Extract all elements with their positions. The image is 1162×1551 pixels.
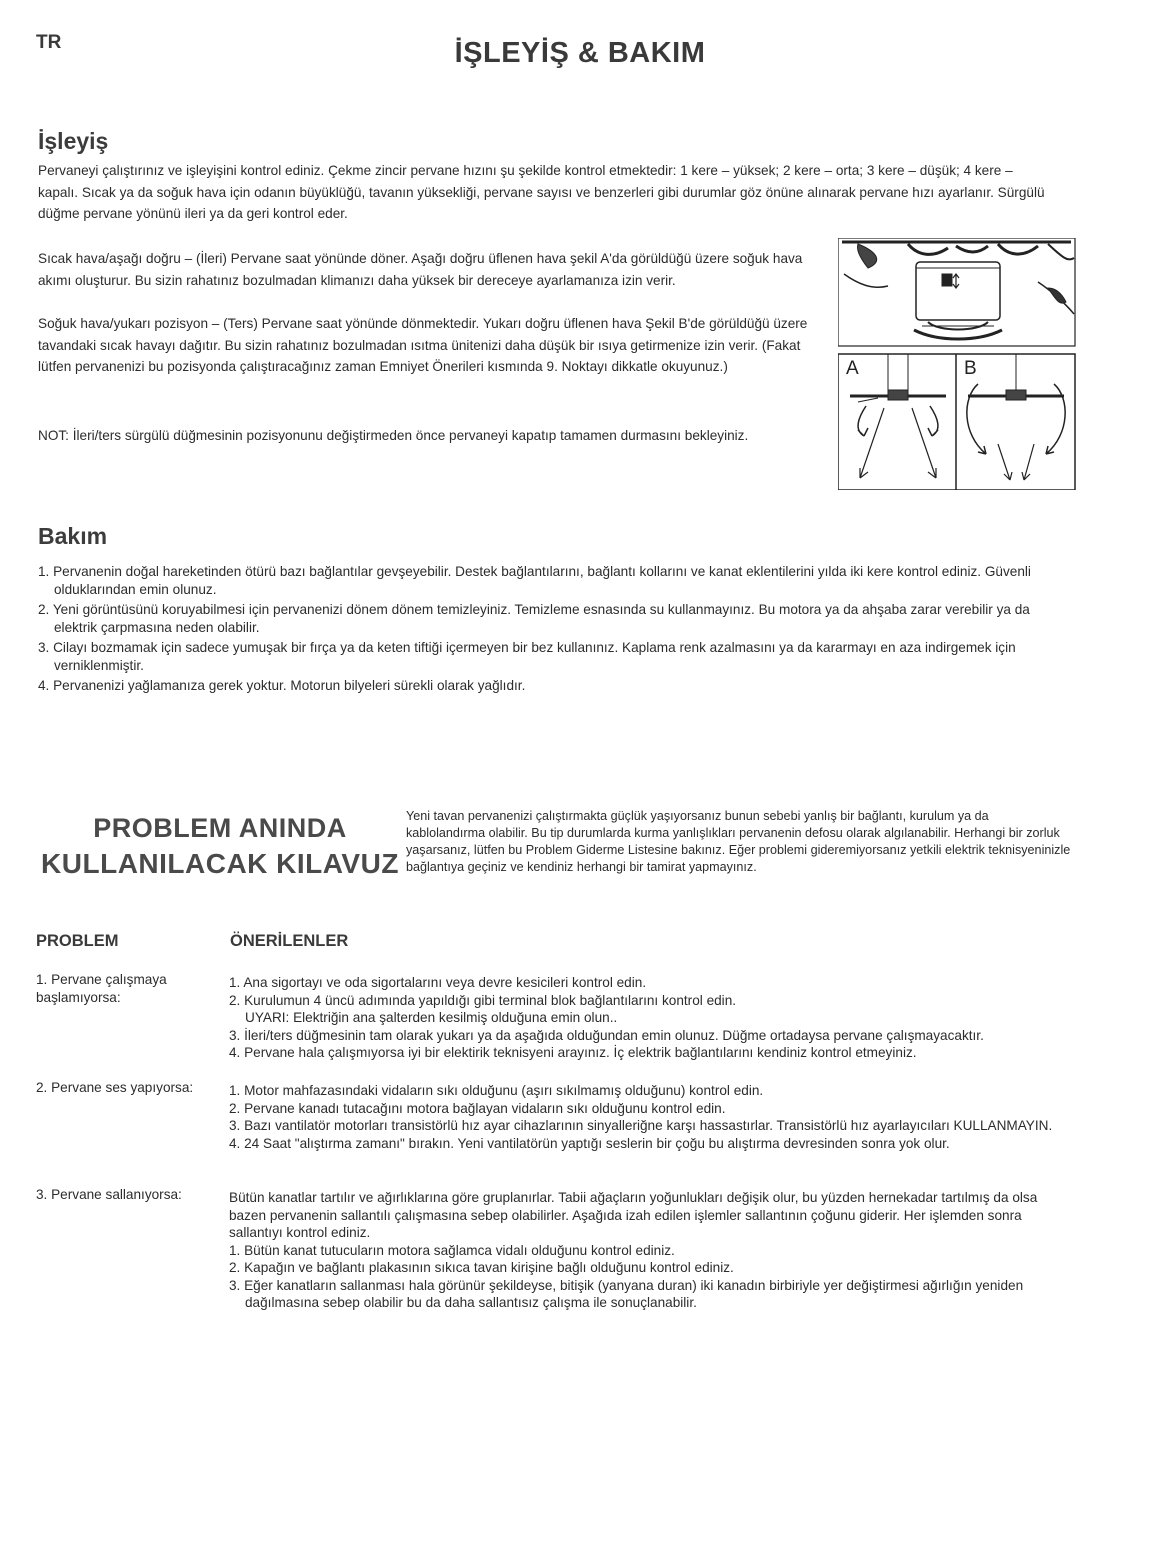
problem-2: 2. Pervane ses yapıyorsa:: [36, 1080, 194, 1095]
solution-item: 2. Pervane kanadı tutacağını motora bağlayan vidaların sıkı olduğunu kontrol edin.: [229, 1100, 726, 1116]
troubleshoot-title: [30, 810, 410, 882]
solution-item: 3. İleri/ters düğmesinin tam olarak yukarı ya da aşağıda olduğundan emin olunuz. Düğme ortadaysa pervane çalışmayacaktır.: [229, 1027, 984, 1043]
fan-direction-figure: [838, 238, 1076, 490]
solution-item: 4. Pervane hala çalışmıyorsa iyi bir elektirik teknisyeni arayınız. İç elektrik bağlantılarını kendiniz kontrol etmeyiniz.: [229, 1045, 917, 1060]
troubleshoot-intro: Yeni tavan pervanenizi çalıştırmakta güçlük yaşıyorsanız bunun sebebi yanlış bir bağlantı, kurulum ya da kablolandırma olabilir. Bu tip durumlarda kurma yanlışlıkları pervanenin defosu olarak algılanabilir. Herhangi bir zorluk yaşarsanız, lütfen bu Problem Giderme Listesine bakınız. Eğer problemi gideremiyorsanız yetkili elektrik teknisyeninizle bağlantıya geçiniz ve kendiniz herhangi bir tamirat yapmayınız.: [406, 809, 1071, 874]
direction-panels: [838, 354, 1075, 490]
operation-heading: İşleyiş: [38, 128, 109, 154]
operation-paragraph-2: Sıcak hava/aşağı doğru – (İleri) Pervane saat yönünde döner. Aşağı doğru üflenen hava şekil A'da görüldüğü üzere soğuk hava akımı oluşturur. Bu sizin rahatınız bozulmadan klimanızı daha yüksek bir dereceye ayarlamanıza izin verir.: [38, 251, 803, 288]
solution-item: 1. Bütün kanat tutucuların motora sağlamca vidalı olduğunu kontrol ediniz.: [229, 1242, 675, 1258]
solutions-1: [229, 974, 1074, 1062]
solutions-2: [229, 1082, 1074, 1152]
solution-item: 2. Kapağın ve bağlantı plakasının sıkıca tavan kirişine bağlı olduğunu kontrol ediniz.: [229, 1260, 734, 1275]
maintenance-list: [38, 563, 1048, 697]
figure-label-a: A: [846, 358, 859, 379]
maintenance-item: 1. Pervanenin doğal hareketinden ötürü bazı bağlantılar gevşeyebilir. Destek bağlantılarını, bağlantı kollarını ve kanat eklentilerini yılda iki kere kontrol ediniz. Güvenli olduklarından emin olunuz.: [38, 564, 1031, 597]
solution-paragraph: Bütün kanatlar tartılır ve ağırlıklarına göre gruplanırlar. Tabii ağaçların yoğunlukları değişik olur, bu yüzden hernekadar tartılmış da olsa bazen pervanenin sallantılı çalışmasına sebep olabilirler. Aşağıda izah edilen işlemler sallantının çoğunu giderir. Her işlemden sonra sallantıyı kontrol ediniz.: [229, 1190, 1038, 1240]
operation-paragraph-3: Soğuk hava/yukarı pozisyon – (Ters) Pervane saat yönünde dönmektedir. Yukarı doğru üflenen hava Şekil B'de görüldüğü üzere tavandaki sıcak havayı dağıtır. Bu sizin rahatınız bozulmadan ısıtma ünitenizi daha düşük bir ısıya getirmenize izin verir. (Fakat lütfen pervanenizi bu pozisyonda çalıştıracağınız zaman Emniyet Önerileri kısmında 9. Noktayı dikkatle okuyunuz.): [38, 316, 808, 374]
figure-label-b: B: [964, 358, 977, 379]
solution-item: 4. 24 Saat "alıştırma zamanı" bırakın. Yeni vantilatörün yaptığı seslerin bir çoğu bu alıştırma devresinden sonra yok olur.: [229, 1135, 950, 1151]
solution-item: 2. Kurulumun 4 üncü adımında yapıldığı gibi terminal blok bağlantılarını kontrol edin.: [229, 992, 737, 1008]
maintenance-item: 3. Cilayı bozmamak için sadece yumuşak bir fırça ya da keten tiftiği içermeyen bir bez kullanınız. Kaplama renk azalmasını ya da kararmayı en aza indirgemek için verniklenmiştir.: [38, 640, 1016, 673]
troubleshoot-title-line1: PROBLEM ANINDA: [93, 813, 347, 843]
operation-paragraph-1: Pervaneyi çalıştırınız ve işleyişini kontrol ediniz. Çekme zincir pervane hızını şu şekilde kontrol etmektedir: 1 kere – yüksek; 2 kere – orta; 3 kere – düşük; 4 kere – kapalı. Sıcak ya da soğuk hava için odanın büyüklüğü, tavanın yüksekliği, pervane sayısı ve benzerleri gibi durumlar göz önüne alınarak pervane hızı ayarlanır. Sürgülü düğme pervane yönünü ileri ya da geri kontrol eder.: [38, 163, 1045, 221]
fan-motor-illustration: [838, 238, 1075, 346]
troubleshoot-title-line2: KULLANILACAK KILAVUZ: [41, 848, 399, 879]
solution-item: 3. Bazı vantilatör motorları transistörlü hız ayar cihazlarının sinyalleriğne karşı hassastırlar. Transistörlü hız ayarlayıcıları KULLANMAYIN.: [229, 1118, 1053, 1133]
solution-item: 1. Ana sigortayı ve oda sigortalarını veya devre kesicileri kontrol edin.: [229, 975, 647, 990]
problem-3: 3. Pervane sallanıyorsa:: [36, 1187, 182, 1202]
maintenance-item: 4. Pervanenizi yağlamanıza gerek yoktur. Motorun bilyeleri sürekli olarak yağlıdır.: [38, 678, 526, 693]
column-header-solutions: ÖNERİLENLER: [230, 932, 349, 950]
solution-warning: UYARI: Elektriğin ana şalterden kesilmiş olduğuna emin olun..: [245, 1010, 618, 1025]
column-header-problem: PROBLEM: [36, 932, 119, 950]
solution-item: 1. Motor mahfazasındaki vidaların sıkı olduğunu (aşırı sıkılmamış olduğunu) kontrol edin.: [229, 1083, 764, 1098]
language-code: TR: [36, 32, 62, 53]
operation-note: NOT: İleri/ters sürgülü düğmesinin pozisyonunu değiştirmeden önce pervaneyi kapatıp tamamen durmasını bekleyiniz.: [38, 428, 749, 443]
page-title: İŞLEYİŞ & BAKIM: [454, 37, 706, 69]
problem-1: 1. Pervane çalışmaya başlamıyorsa:: [36, 972, 167, 1005]
maintenance-item: 2. Yeni görüntüsünü koruyabilmesi için pervanenizi dönem dönem temizleyiniz. Temizleme esnasında su kullanmayınız. Bu motora ya da ahşaba zarar verebilir ya da elektrik çarpmasına neden olabilir.: [38, 602, 1030, 635]
solutions-3: [229, 1189, 1074, 1312]
maintenance-heading: Bakım: [38, 523, 108, 549]
solution-item: 3. Eğer kanatların sallanması hala görünür şekildeyse, bitişik (yanyana duran) iki kanadın birbiriyle yer değiştirmesi ağırlığın yeniden dağılmasına sebep olabilir bu da daha sallantısız çalışma ile sonuçlanabilir.: [229, 1277, 1024, 1310]
fan-diagram: [838, 238, 1076, 490]
